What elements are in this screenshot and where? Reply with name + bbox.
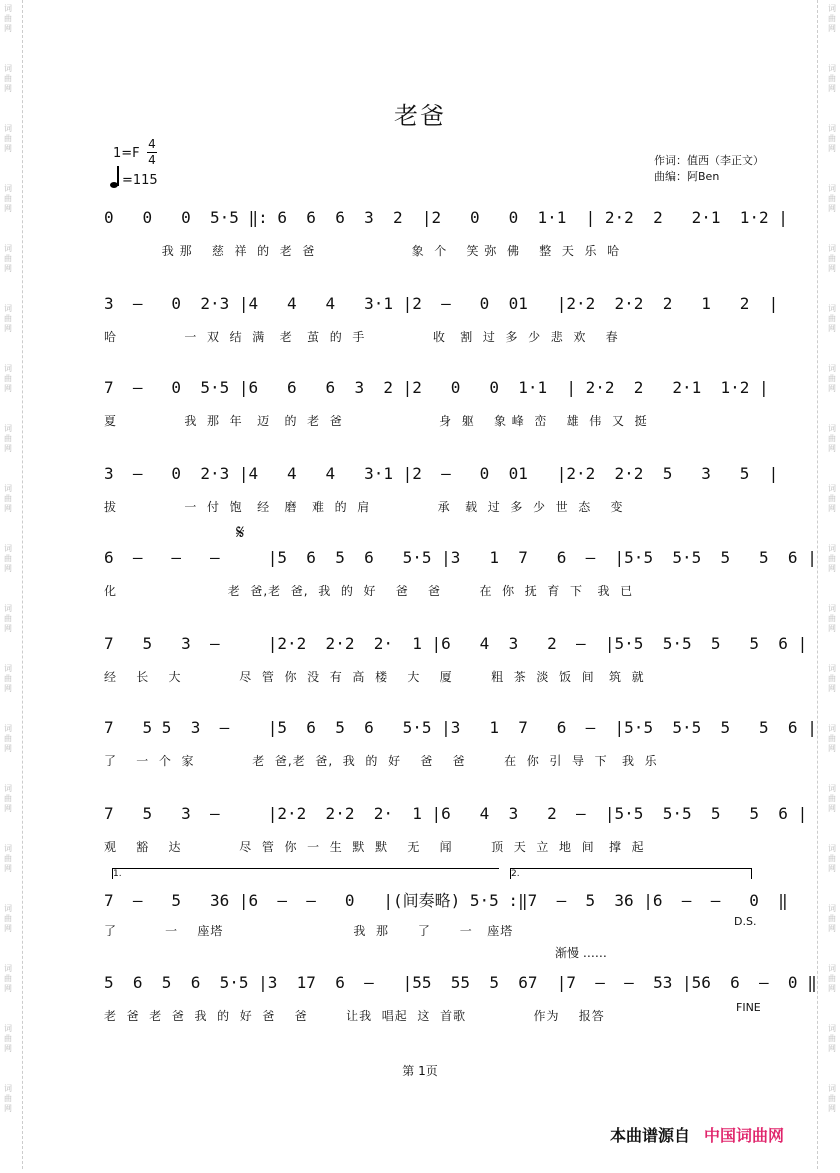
watermark-group [828,964,836,994]
lyricist-credit: 作词：值西（李正文） [654,154,764,167]
watermark-group [828,844,836,874]
watermark-char: 词 [828,484,836,493]
watermark-char: 词 [4,64,12,73]
lyrics-row: 拔 一 付 饱 经 磨 难 的 肩 承 载 过 多 少 世 态 变 [104,500,624,514]
watermark-char: 曲 [828,974,836,983]
lyrics-row: 化 老 爸,老 爸, 我 的 好 爸 爸 在 你 抚 育 下 我 已 [104,584,634,598]
watermark-char: 网 [4,84,12,93]
watermark-char: 词 [828,364,836,373]
watermark-char: 网 [4,24,12,33]
watermark-char: 曲 [828,734,836,743]
watermark-char: 曲 [828,254,836,263]
jianpu-notes: 3 – 0 2·3 |4 4 4 3·1 |2 – 0 01 |2·2 2·2 2 1 2 | [104,294,779,313]
watermark-group [828,364,836,394]
watermark-char: 词 [4,184,12,193]
watermark-char: 曲 [4,254,12,263]
watermark-group [828,784,836,814]
segno-icon: 𝄋 [236,520,245,544]
watermark-char: 曲 [828,1034,836,1043]
source-footer [610,1123,784,1146]
watermark-char: 曲 [828,314,836,323]
watermark-char: 曲 [828,14,836,23]
watermark-char: 网 [4,264,12,273]
jianpu-notes: 7 5 3 – |2·2 2·2 2· 1 |6 4 3 2 – |5·5 5·5 5 5 6 | [104,804,808,823]
watermark-group [4,304,12,334]
watermark-char: 词 [4,784,12,793]
watermark-group [4,364,12,394]
watermark-group [828,304,836,334]
watermark-char: 词 [4,664,12,673]
watermark-group [828,424,836,454]
beam-baseline [104,572,750,573]
watermark-group [4,1084,12,1114]
beam-baseline [104,912,750,913]
watermark-char: 网 [4,504,12,513]
right-watermark-strip [824,0,840,1173]
watermark-char: 曲 [828,1094,836,1103]
watermark-char: 词 [4,1084,12,1093]
score-line [104,718,817,778]
watermark-char: 曲 [4,134,12,143]
watermark-char: 词 [828,1024,836,1033]
beam-baseline [104,658,750,659]
watermark-group [828,4,836,34]
watermark-char: 词 [828,784,836,793]
lyrics-row: 老 爸 老 爸 我 的 好 爸 爸 让我 唱起 这 首歌 作为 报答 [104,1009,605,1023]
watermark-char: 网 [828,1044,836,1053]
watermark-char: 曲 [828,854,836,863]
watermark-char: 曲 [4,374,12,383]
watermark-char: 网 [4,864,12,873]
meter-top: 4 [148,137,156,151]
watermark-char: 网 [828,204,836,213]
watermark-char: 曲 [4,494,12,503]
note-row [104,634,808,660]
watermark-char: 词 [828,844,836,853]
beam-baseline [104,488,750,489]
beam-baseline [104,742,750,743]
jianpu-notes: 0 0 0 5·5 ‖: 6 6 6 3 2 |2 0 0 1·1 | 2·2 2 2·1 1·2 | [104,208,788,227]
watermark-char: 网 [828,504,836,513]
watermark-char: 词 [4,604,12,613]
watermark-group [4,604,12,634]
watermark-char: 词 [828,244,836,253]
watermark-char: 网 [828,84,836,93]
watermark-group [828,244,836,274]
ritardando-marking: 渐慢 …… [555,946,607,960]
beam-baseline [104,828,750,829]
watermark-char: 网 [4,384,12,393]
watermark-group [828,1024,836,1054]
lyrics-row: 了 一 座塔 我 那 了 一 座塔 [104,924,514,938]
right-cut-line [817,0,818,1169]
beam-baseline [104,232,750,233]
watermark-char: 曲 [828,494,836,503]
watermark-char: 词 [4,424,12,433]
watermark-char: 词 [4,484,12,493]
watermark-char: 网 [4,324,12,333]
score-line [104,208,788,268]
jianpu-notes: 5 6 5 6 5·5 |3 17 6 – |55 55 5 67 |7 – – 53 |56 6 – 0 ‖ [104,973,817,992]
watermark-char: 网 [828,264,836,273]
watermark-char: 曲 [828,134,836,143]
watermark-char: 曲 [4,674,12,683]
footer-prefix: 本曲谱源自 [610,1126,691,1145]
watermark-char: 曲 [828,74,836,83]
page-number: 第 1页 [402,1064,438,1078]
song-title: 老爸 [394,102,446,130]
footer-brand: 中国词曲网 [704,1126,785,1145]
note-row [104,378,769,404]
time-signature [147,138,157,167]
watermark-char: 网 [4,804,12,813]
watermark-char: 词 [828,544,836,553]
watermark-char: 网 [828,144,836,153]
note-row [104,294,779,320]
watermark-char: 曲 [4,974,12,983]
watermark-char: 曲 [4,614,12,623]
watermark-group [828,64,836,94]
watermark-char: 网 [4,1044,12,1053]
watermark-char: 曲 [828,374,836,383]
note-row [104,548,817,574]
watermark-char: 网 [4,444,12,453]
watermark-char: 曲 [828,434,836,443]
watermark-char: 词 [4,964,12,973]
watermark-char: 网 [828,24,836,33]
watermark-char: 词 [828,1084,836,1093]
watermark-char: 词 [4,844,12,853]
lyrics-row: 经 长 大 尽 管 你 没 有 高 楼 大 厦 粗 茶 淡 饭 间 筑 就 [104,670,645,684]
watermark-char: 曲 [4,434,12,443]
watermark-char: 网 [4,984,12,993]
volta-2-label: 2. [511,869,520,879]
watermark-group [4,784,12,814]
jianpu-notes: 7 – 0 5·5 |6 6 6 3 2 |2 0 0 1·1 | 2·2 2 2·1 1·2 | [104,378,769,397]
tempo-value: =115 [122,173,158,188]
watermark-char: 网 [828,564,836,573]
watermark-char: 曲 [4,1094,12,1103]
dal-segno-marking: D.S. [734,915,757,928]
watermark-group [828,484,836,514]
watermark-char: 网 [828,324,836,333]
watermark-char: 词 [828,64,836,73]
jianpu-notes: 3 – 0 2·3 |4 4 4 3·1 |2 – 0 01 |2·2 2·2 5 3 5 | [104,464,779,483]
watermark-char: 词 [4,244,12,253]
watermark-char: 网 [4,204,12,213]
score-line [104,973,817,1033]
score-line [104,888,788,948]
watermark-char: 词 [828,664,836,673]
watermark-group [4,844,12,874]
watermark-char: 曲 [4,74,12,83]
jianpu-notes: 6 – – – |5 6 5 6 5·5 |3 1 7 6 – |5·5 5·5 5 5 6 | [104,548,817,567]
watermark-char: 词 [4,304,12,313]
score-line [104,548,817,608]
watermark-group [4,484,12,514]
watermark-char: 曲 [828,194,836,203]
watermark-char: 网 [4,1104,12,1113]
credits [654,153,764,185]
watermark-char: 曲 [4,14,12,23]
score-line [104,634,808,694]
watermark-char: 词 [828,304,836,313]
watermark-char: 网 [4,144,12,153]
watermark-group [4,424,12,454]
watermark-char: 曲 [4,314,12,323]
watermark-group [828,544,836,574]
watermark-group [4,184,12,214]
score-line [104,378,769,438]
quarter-note-icon [113,166,119,186]
watermark-char: 词 [4,364,12,373]
watermark-char: 网 [4,624,12,633]
fine-marking: FINE [736,1001,761,1014]
watermark-char: 网 [828,384,836,393]
lyrics-row: 了 一 个 家 老 爸,老 爸, 我 的 好 爸 爸 在 你 引 导 下 我 乐 [104,754,658,768]
watermark-group [4,664,12,694]
beam-baseline [104,318,750,319]
watermark-char: 词 [828,184,836,193]
left-watermark-strip [0,0,16,1173]
jianpu-notes: 7 – 5 36 |6 – – 0 |(间奏略) 5·5 :‖7 – 5 36 |6 – – 0 ‖ [104,891,788,910]
watermark-char: 词 [4,124,12,133]
jianpu-notes: 7 5 3 – |2·2 2·2 2· 1 |6 4 3 2 – |5·5 5·5 5 5 6 | [104,634,808,653]
watermark-char: 网 [4,684,12,693]
meter-bottom: 4 [148,153,156,167]
lyrics-row: 哈 一 双 结 满 老 茧 的 手 收 割 过 多 少 悲 欢 春 [104,330,619,344]
watermark-char: 网 [4,744,12,753]
volta-first-ending [112,868,499,879]
watermark-char: 词 [4,904,12,913]
watermark-char: 网 [828,924,836,933]
score-line [104,464,779,524]
watermark-char: 网 [828,864,836,873]
watermark-char: 曲 [828,794,836,803]
watermark-char: 网 [828,744,836,753]
watermark-char: 曲 [4,734,12,743]
watermark-char: 曲 [4,554,12,563]
left-cut-line [22,0,23,1169]
watermark-group [4,1024,12,1054]
watermark-group [828,724,836,754]
note-row [104,208,788,234]
watermark-char: 曲 [4,794,12,803]
watermark-char: 网 [828,1104,836,1113]
lyrics-row: 观 豁 达 尽 管 你 一 生 默 默 无 闻 顶 天 立 地 间 撑 起 [104,840,645,854]
watermark-char: 曲 [828,914,836,923]
note-row [104,888,788,914]
score-line [104,804,808,864]
watermark-char: 词 [828,4,836,13]
watermark-group [4,4,12,34]
note-row [104,804,808,830]
watermark-char: 词 [4,724,12,733]
lyrics-row: 夏 我 那 年 迈 的 老 爸 身 躯 象 峰 峦 雄 伟 又 挺 [104,414,648,428]
beam-baseline [104,402,750,403]
watermark-char: 词 [828,964,836,973]
watermark-char: 词 [828,124,836,133]
key-signature: 1=F [113,146,140,161]
watermark-char: 网 [828,804,836,813]
watermark-group [4,724,12,754]
watermark-group [828,904,836,934]
watermark-char: 词 [828,604,836,613]
watermark-char: 网 [828,984,836,993]
watermark-char: 曲 [4,854,12,863]
watermark-char: 网 [4,924,12,933]
watermark-char: 词 [4,1024,12,1033]
note-row [104,464,779,490]
beam-baseline [104,997,750,998]
watermark-char: 词 [4,4,12,13]
watermark-char: 网 [828,444,836,453]
note-row [104,718,817,744]
note-row [104,973,817,999]
watermark-group [828,664,836,694]
score-line [104,294,779,354]
watermark-char: 网 [828,684,836,693]
watermark-char: 曲 [828,614,836,623]
watermark-char: 网 [4,564,12,573]
lyrics-row: 我 那 慈 祥 的 老 爸 象 个 笑 弥 佛 整 天 乐 哈 [104,244,621,258]
jianpu-notes: 7 5 5 3 – |5 6 5 6 5·5 |3 1 7 6 – |5·5 5·5 5 5 6 | [104,718,817,737]
watermark-char: 曲 [4,194,12,203]
watermark-char: 网 [828,624,836,633]
watermark-group [4,244,12,274]
watermark-char: 曲 [4,1034,12,1043]
watermark-group [4,544,12,574]
watermark-char: 曲 [828,554,836,563]
watermark-char: 词 [4,544,12,553]
watermark-group [4,64,12,94]
watermark-group [828,184,836,214]
watermark-group [4,904,12,934]
watermark-char: 曲 [828,674,836,683]
arranger-credit: 曲编：阿Ben [654,170,720,183]
watermark-char: 词 [828,904,836,913]
watermark-char: 词 [828,724,836,733]
volta-1-label: 1. [113,869,122,879]
volta-second-ending [510,868,752,879]
watermark-group [828,604,836,634]
watermark-char: 曲 [4,914,12,923]
tempo-marking [113,166,158,188]
watermark-char: 词 [828,424,836,433]
watermark-group [4,964,12,994]
watermark-group [828,1084,836,1114]
